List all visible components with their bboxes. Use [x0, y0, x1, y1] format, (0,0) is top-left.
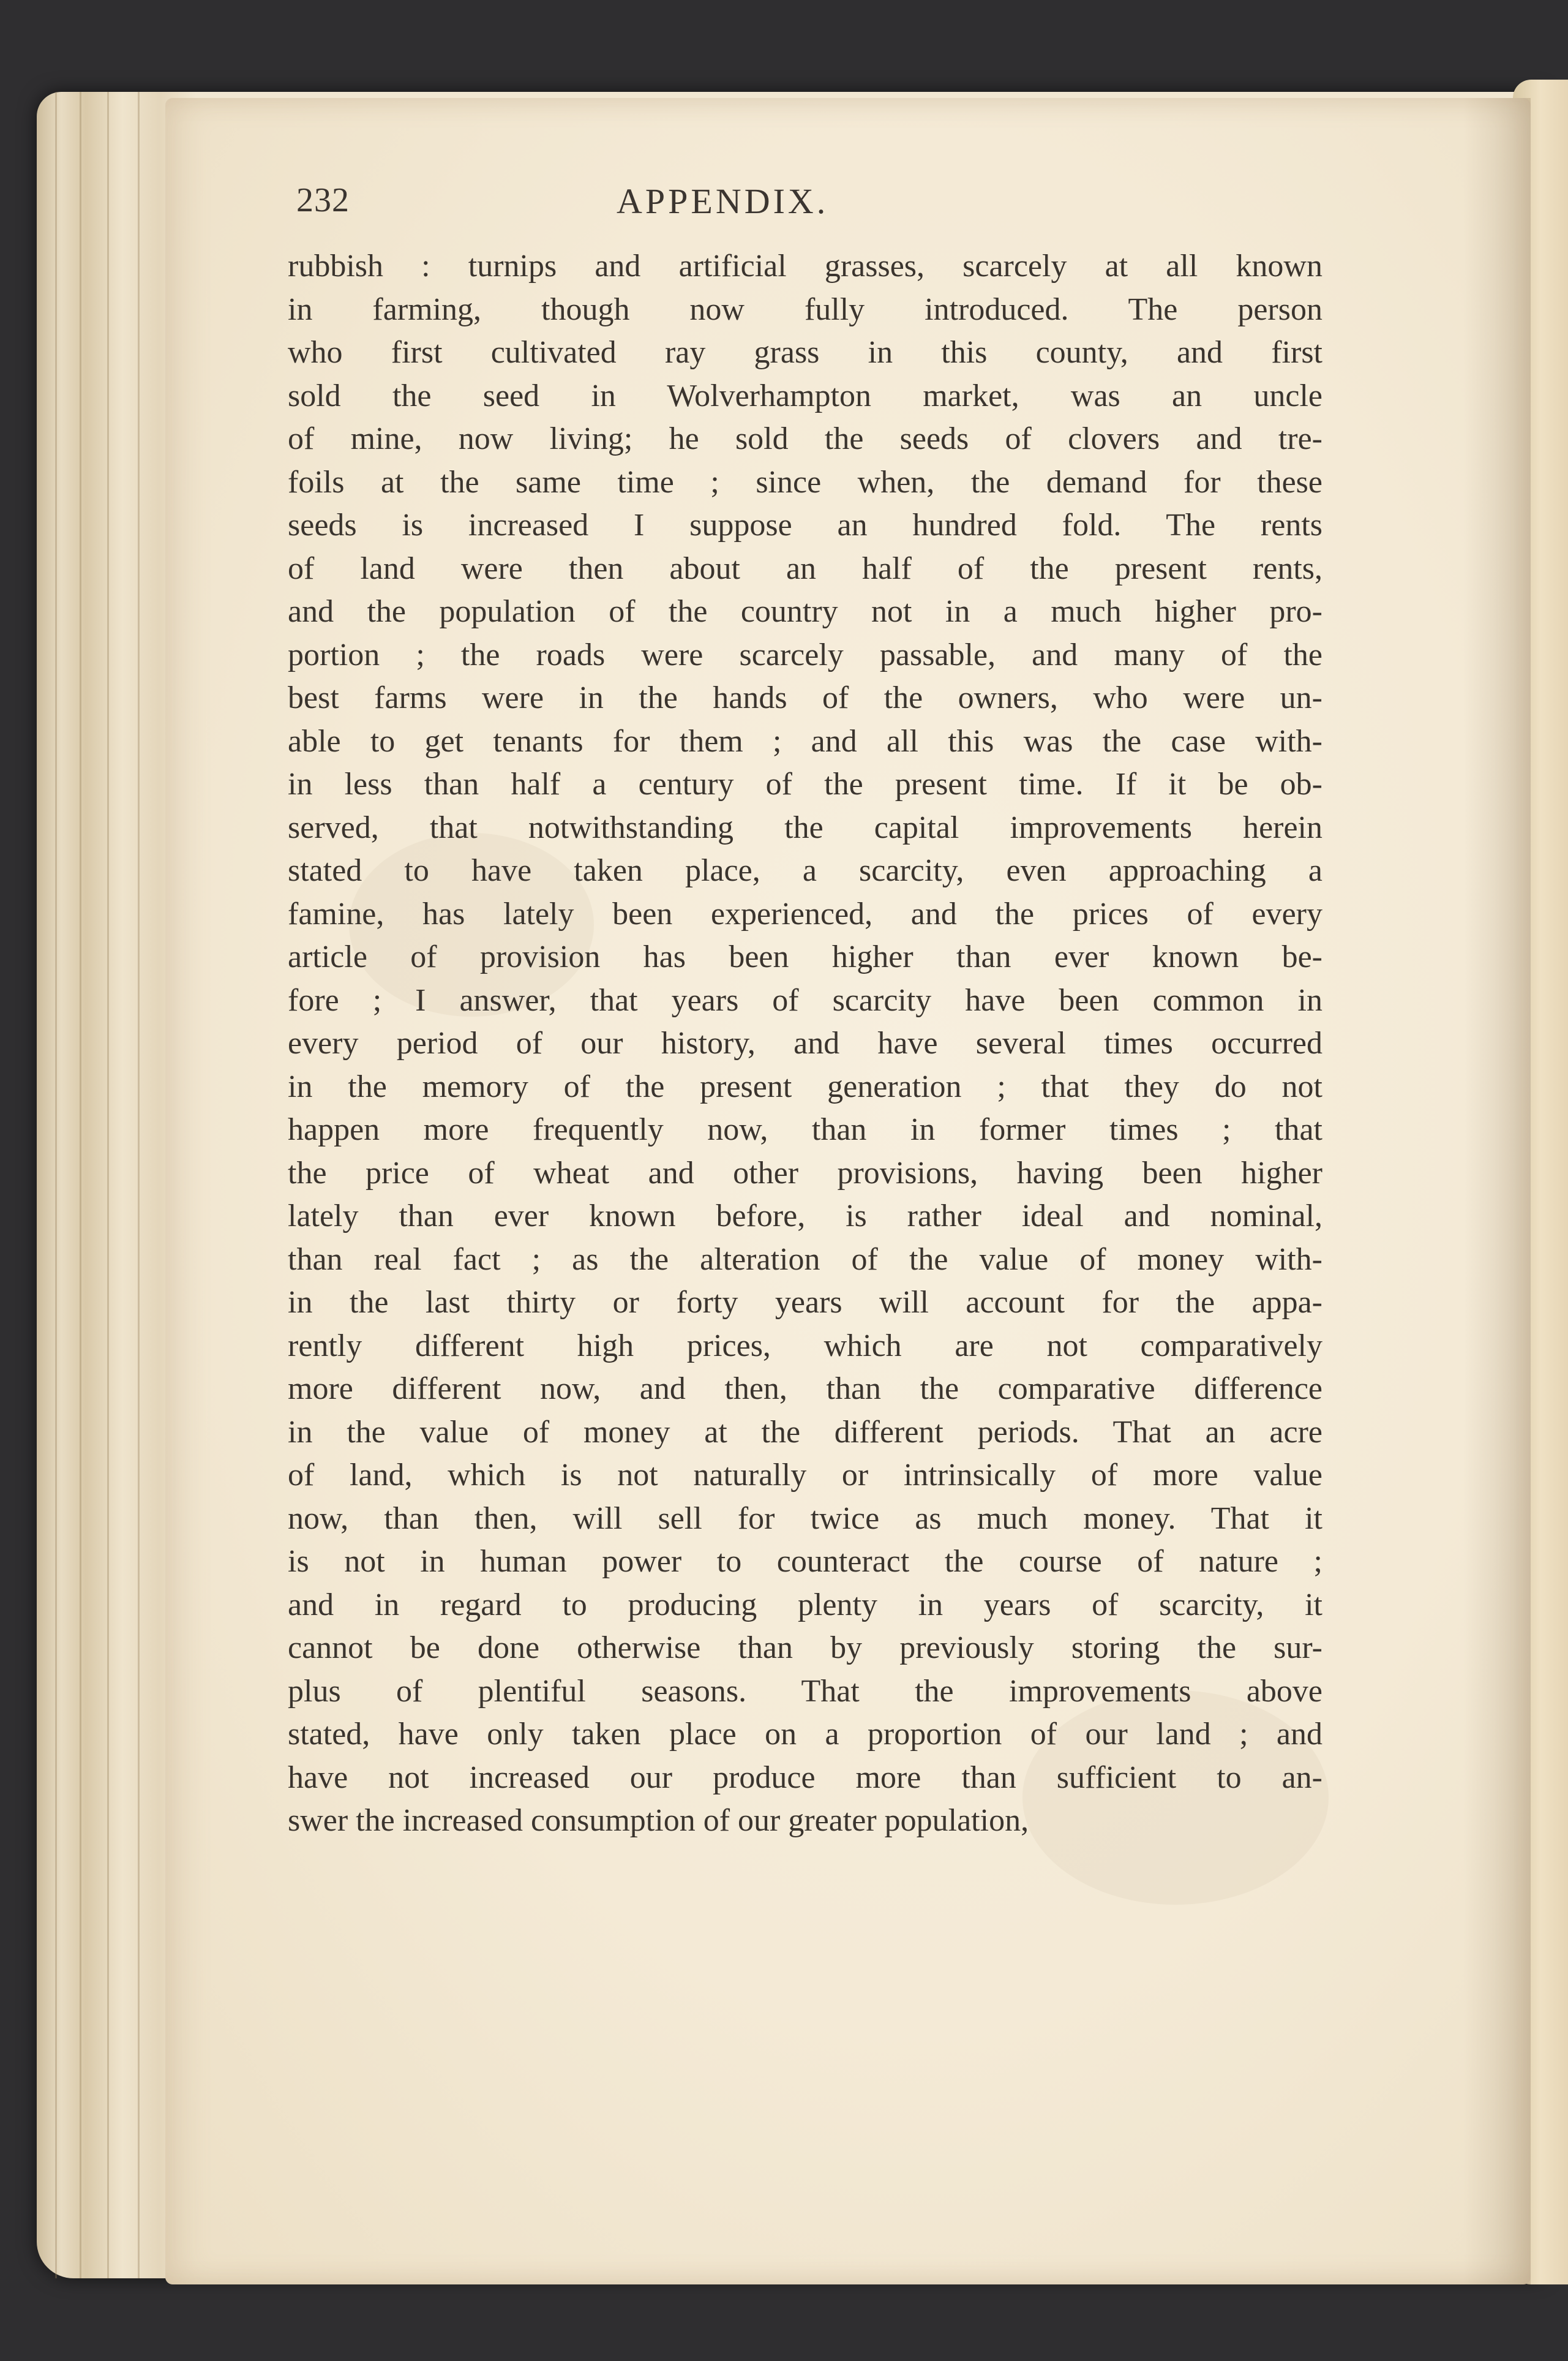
- text-line: have not increased our produce more than sufficient to an-: [288, 1760, 1322, 1795]
- text-line: of mine, now living; he sold the seeds of clovers and tre-: [288, 421, 1322, 456]
- page-edge-line: [107, 92, 109, 2278]
- text-line: rubbish : turnips and artificial grasses, scarcely at all known: [288, 249, 1322, 284]
- page-edge-line: [55, 92, 57, 2278]
- text-line: article of provision has been higher than ever known be-: [288, 940, 1322, 974]
- text-line: in the memory of the present generation ; that they do not: [288, 1069, 1322, 1104]
- text-line: plus of plentiful seasons. That the improvements above: [288, 1673, 1322, 1709]
- text-line: in the last thirty or forty years will account for the appa-: [288, 1285, 1322, 1320]
- text-line: stated, have only taken place on a proportion of our land ; and: [288, 1717, 1322, 1752]
- text-line: in farming, though now fully introduced. The person: [288, 292, 1322, 327]
- text-line: more different now, and then, than the comparative difference: [288, 1371, 1322, 1406]
- text-line: now, than then, will sell for twice as much money. That it: [288, 1501, 1322, 1536]
- page-number: 232: [296, 181, 350, 219]
- page-edge-line: [138, 92, 140, 2278]
- text-line: foils at the same time ; since when, the demand for these: [288, 464, 1322, 500]
- text-line: in less than half a century of the present time. If it be ob-: [288, 767, 1322, 802]
- text-line: seeds is increased I suppose an hundred fold. The rents: [288, 508, 1322, 543]
- text-line: every period of our history, and have several times occurred: [288, 1026, 1322, 1061]
- text-line: in the value of money at the different periods. That an acre: [288, 1414, 1322, 1450]
- text-line: cannot be done otherwise than by previously storing the sur-: [288, 1630, 1322, 1665]
- page-edge-line: [80, 92, 81, 2278]
- text-line: portion ; the roads were scarcely passable, and many of the: [288, 637, 1322, 672]
- text-line: than real fact ; as the alteration of the value of money with-: [288, 1241, 1322, 1277]
- text-line: of land were then about an half of the present rents,: [288, 551, 1322, 586]
- text-line: fore ; I answer, that years of scarcity have been common in: [288, 982, 1322, 1018]
- text-line: swer the increased consumption of our greater population,: [288, 1803, 1029, 1838]
- text-line: rently different high prices, which are not comparatively: [288, 1328, 1322, 1363]
- running-head: APPENDIX.: [617, 181, 829, 221]
- text-line: served, that notwithstanding the capital improvements herein: [288, 810, 1322, 845]
- text-line: lately than ever known before, is rather ideal and nominal,: [288, 1199, 1322, 1233]
- text-line: of land, which is not naturally or intrinsically of more value: [288, 1458, 1322, 1493]
- text-line: and the population of the country not in a much higher pro-: [288, 594, 1322, 629]
- body-text: [288, 245, 1322, 1843]
- gutter-shadow: [1463, 98, 1531, 2284]
- text-line: best farms were in the hands of the owners, who were un-: [288, 680, 1322, 715]
- text-line: stated to have taken place, a scarcity, even approaching a: [288, 853, 1322, 888]
- text-line: and in regard to producing plenty in years of scarcity, it: [288, 1587, 1322, 1622]
- page-header: [0, 181, 1568, 242]
- text-line: is not in human power to counteract the course of nature ;: [288, 1544, 1322, 1579]
- text-line: happen more frequently now, than in former times ; that: [288, 1112, 1322, 1147]
- text-line: famine, has lately been experienced, and the prices of every: [288, 896, 1322, 932]
- text-line: the price of wheat and other provisions, having been higher: [288, 1155, 1322, 1191]
- text-line: who first cultivated ray grass in this county, and first: [288, 335, 1322, 370]
- text-line: able to get tenants for them ; and all this was the case with-: [288, 723, 1322, 759]
- text-line: sold the seed in Wolverhampton market, was an uncle: [288, 378, 1322, 413]
